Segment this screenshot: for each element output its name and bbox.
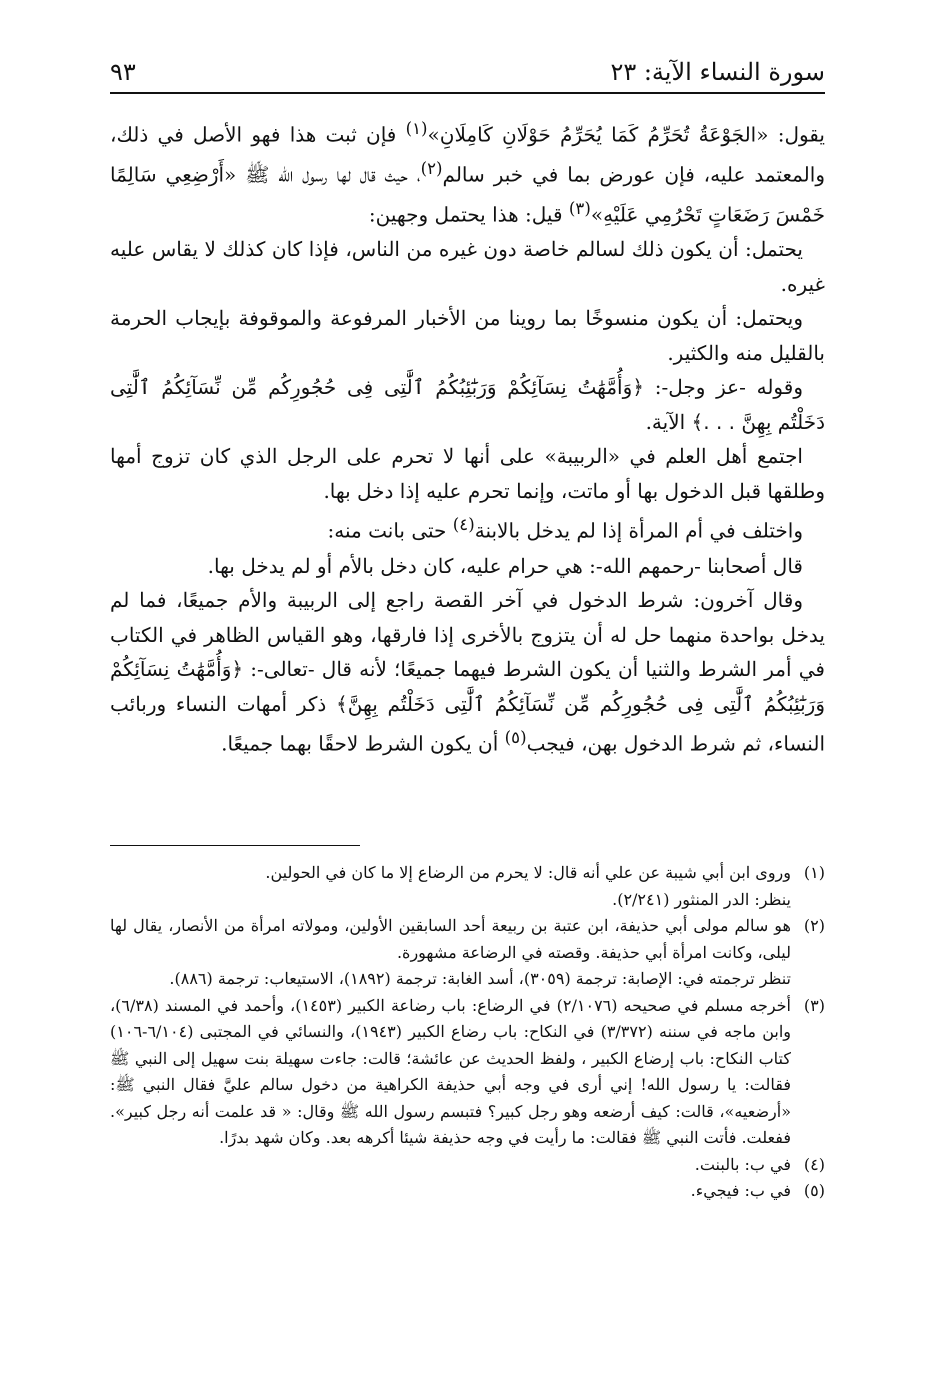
footnote-ref-5: (٥) xyxy=(504,728,527,748)
paragraph-6: واختلف في أم المرأة إذا لم يدخل بالابنة$^{(٤)}$ حتى بانت منه: xyxy=(327,515,803,544)
header-divider xyxy=(110,92,825,94)
footnotes xyxy=(110,860,825,1328)
paragraph-3: ويحتمل: أن يكون منسوخًا بما روينا من الأخبار المرفوعة والموقوفة بإيجاب الحرمة بالقليل منه والكثير. xyxy=(110,306,825,365)
footnote-text: أخرجه مسلم في صحيحه (٢/١٠٧٦) في الرضاع: باب رضاعة الكبير (١٤٥٣)، وأحمد في المسند (٦/٣٨)، وابن ماجه في سننه (٣/٣٧٢) في النكاح: باب رضاع الكبير (١٩٤٣)، والنسائي في المجتبى (٦/١٠٤-١٠٦) كتاب النكاح: باب إرضاع الكبير ، ولفظ الحديث عن عائشة؛ قالت: جاءت سهيلة بنت سهيل إلى النبي ﷺ فقالت: يا رسول الله! إني أرى في وجه أبي حذيفة الكراهية من دخول سالم عليَّ فقال النبي ﷺ: «أرضعيه»، قالت: كيف أرضعه وهو رجل كبير؟ فتبسم رسول الله ﷺ وقال: « قد علمت أنه رجل كبير». ففعلت. فأتت النبي ﷺ فقالت: ما رأيت في وجه حذيفة شيئا أكرهه بعد. وكان شهد بدرًا. xyxy=(110,995,792,1147)
footnote-text: هو سالم مولى أبي حذيفة، ابن عتبة بن ربيعة أحد السابقين الأولين، ومولاته امرأة من الأنصار، يقال لها ليلى، وكانت امرأة أبي حذيفة. وقصته في الرضاعة مشهورة. xyxy=(110,916,791,962)
page-header xyxy=(110,54,825,94)
footnote-ref-4: (٤) xyxy=(452,515,475,535)
paragraph-7: قال أصحابنا -رحمهم الله-: هي حرام عليه، كان دخل بالأم أو لم يدخل بها. xyxy=(207,553,803,578)
footnote-5 xyxy=(110,1178,825,1205)
footnote-2 xyxy=(110,913,825,993)
footnote-ref-3: (٣) xyxy=(568,199,591,219)
paragraph-4: وقوله -عز وجل-: ﴿وَأُمَّهَٰتُ نِسَآئِكُمْ وَرَبَٰٓئِبُكُمُ ٱلَّٰتِى فِى حُجُورِكُم مِّن نِّسَآئِكُمُ ٱلَّٰتِى دَخَلْتُم بِهِنَّ . . .﴾ الآية. xyxy=(110,375,825,434)
paragraph-1: يقول: «الجَوْعَةُ تُحَرِّمُ كَمَا يُحَرِّمُ حَوْلَانِ كَامِلَانِ»$^{(١)}$ فإن ثبت هذا فهو الأصل في ذلك، والمعتمد عليه، فإن عورض بما في خبر سالم$^{(٢)}$، حيث قال لها رسول الله ﷺ «أَرْضِعِي سَالِمًا خَمْسَ رَضَعَاتٍ تَحْرُمِي عَلَيْهِ»$^{(٣)}$ قيل: هذا يحتمل وجهين: xyxy=(110,119,825,227)
footnote-divider xyxy=(110,845,360,846)
paragraph-2: يحتمل: أن يكون ذلك لسالم خاصة دون غيره من الناس، فإذا كان كذلك لا يقاس عليه غيره. xyxy=(110,237,825,296)
quran-verse-1: وَأُمَّهَٰتُ نِسَآئِكُمْ وَرَبَٰٓئِبُكُمُ ٱلَّٰتِى فِى حُجُورِكُم مِّن نِّسَآئِكُمُ ٱلَّٰتِى دَخَلْتُم بِهِنَّ . . . xyxy=(110,375,825,434)
footnote-number: (٢) xyxy=(803,916,825,935)
footnote-number: (٥) xyxy=(803,1181,825,1200)
footnote-text: ينظر: الدر المنثور (٢/٢٤١). xyxy=(612,889,791,909)
quran-verse-2: وَأُمَّهَٰتُ نِسَآئِكُمْ وَرَبَٰٓئِبُكُمُ ٱلَّٰتِى فِى حُجُورِكُم مِّن نِّسَآئِكُمُ ٱلَّٰتِى دَخَلْتُم بِهِنَّ xyxy=(110,657,825,716)
footnote-ref-1: (١) xyxy=(405,119,428,138)
footnote-number: (٣) xyxy=(803,995,825,1015)
footnote-1 xyxy=(110,860,825,913)
main-text xyxy=(110,112,825,838)
footnote-number: (٤) xyxy=(803,1154,825,1174)
footnote-text: تنظر ترجمته في: الإصابة: ترجمة (٣٠٥٩)، أسد الغابة: ترجمة (١٨٩٢)، الاستيعاب: ترجمة (٨٨٦). xyxy=(169,969,791,988)
footnote-text: وروى ابن أبي شيبة عن علي أنه قال: لا يحرم من الرضاع إلا ما كان في الحولين. xyxy=(265,863,791,882)
footnote-text: في ب: فيجيء. xyxy=(690,1181,791,1200)
paragraph-8: وقال آخرون: شرط الدخول في آخر القصة راجع إلى الربيبة والأم جميعًا، فما لم يدخل بواحدة منهما حل له أن يتزوج بالأخرى إذا فارقها، وهو القياس الظاهر في الكتاب في أمر الشرط والثنيا أن يكون الشرط فيهما جميعًا؛ لأنه قال -تعالى-: ﴿وَأُمَّهَٰتُ نِسَآئِكُمْ وَرَبَٰٓئِبُكُمُ ٱلَّٰتِى فِى حُجُورِكُم مِّن نِّسَآئِكُمُ ٱلَّٰتِى دَخَلْتُم بِهِنَّ﴾ ذكر أمهات النساء وربائب النساء، ثم شرط الدخول بهن، فيجب$^{(٥)}$ أن يكون الشرط لاحقًا بهما جميعًا. xyxy=(110,588,825,756)
paragraph-5: اجتمع أهل العلم في «الربيبة» على أنها لا تحرم على الرجل الذي كان تزوج أمها وطلقها قبل الدخول بها أو ماتت، وإنما تحرم عليه إذا دخل بها. xyxy=(110,444,825,503)
footnote-number: (١) xyxy=(803,863,825,882)
surah-title: سورة النساء الآية: ٢٣ xyxy=(610,58,825,86)
hadith-quote-2: أَرْضِعِي سَالِمًا خَمْسَ رَضَعَاتٍ تَحْرُمِي عَلَيْهِ xyxy=(110,162,825,227)
footnote-3 xyxy=(110,993,825,1152)
hadith-quote-1: الجَوْعَةُ تُحَرِّمُ كَمَا يُحَرِّمُ حَوْلَانِ كَامِلَانِ xyxy=(439,122,757,147)
footnote-4 xyxy=(110,1152,825,1179)
footnote-text: في ب: بالبنت. xyxy=(694,1154,791,1174)
footnote-ref-2: (٢) xyxy=(420,159,443,179)
page-number: ٩٣ xyxy=(110,58,136,86)
